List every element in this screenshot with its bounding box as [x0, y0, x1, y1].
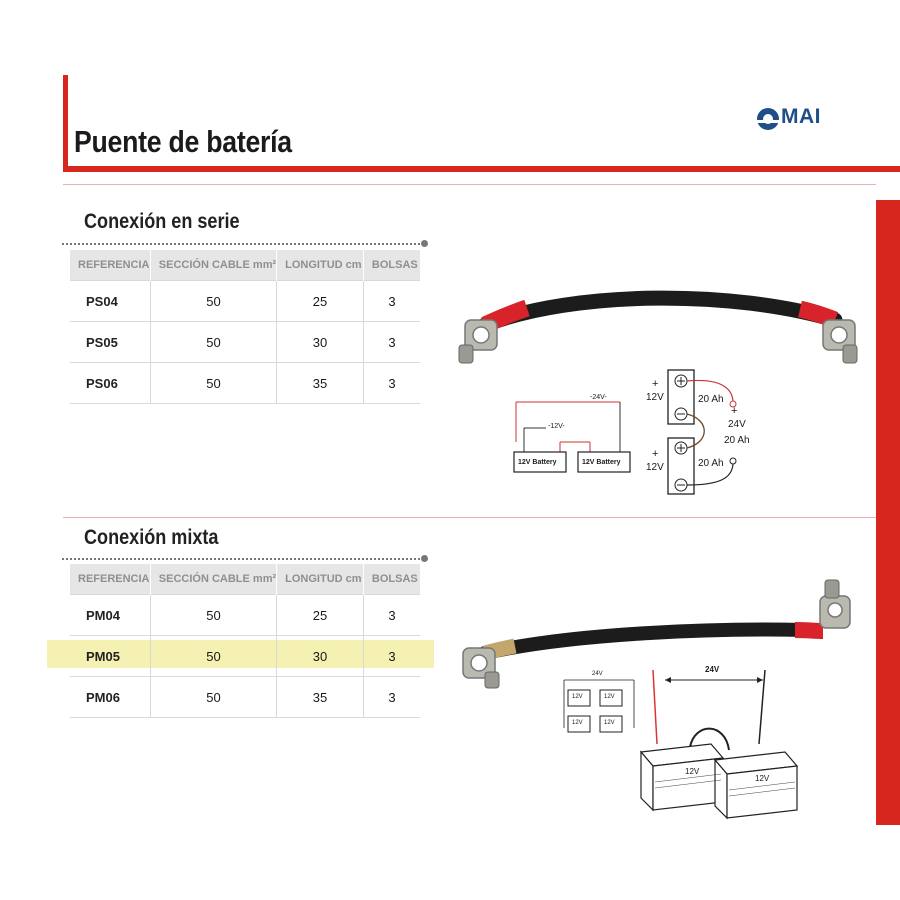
label-12v-bottom: 12V: [646, 462, 664, 473]
table-row: [70, 677, 420, 718]
cell-longitud: 30: [277, 636, 364, 677]
col-header-seccion: SECCIÓN CABLE mm²: [150, 564, 276, 595]
spec-table-serie: [70, 250, 420, 404]
table-row: [70, 595, 420, 636]
mixed-wiring-diagram: [560, 668, 640, 740]
series-wiring-diagram: [510, 392, 635, 484]
terminal-clamp-left: [459, 320, 497, 363]
plus-sign: +: [652, 378, 659, 390]
cell-longitud: 35: [277, 363, 364, 404]
cell-bolsas: 3: [363, 595, 420, 636]
cell-longitud: 25: [277, 595, 364, 636]
plus-sign-bottom: +: [652, 448, 659, 460]
table-row-highlighted: [70, 636, 420, 677]
dotted-rule-end: [421, 240, 428, 247]
label-12v-top: 12V: [646, 392, 664, 403]
col-header-bolsas: BOLSAS: [363, 564, 420, 595]
col-header-longitud: LONGITUD cm: [277, 564, 364, 595]
col-header-referencia: REFERENCIA: [70, 250, 150, 281]
label-12v-battery-right: 12V: [755, 774, 770, 783]
cell-referencia: PS04: [70, 281, 150, 322]
label-12v: -12V-: [548, 423, 565, 430]
terminal-clamp-right: [823, 320, 857, 363]
col-header-bolsas: BOLSAS: [363, 250, 420, 281]
battery-symbol-diagram: [640, 368, 760, 498]
cell-seccion: 50: [150, 636, 276, 677]
plus-sign-right: +: [731, 405, 738, 417]
label-24v-right: 24V: [728, 419, 746, 430]
page-title: Puente de batería: [74, 124, 292, 159]
cell-longitud: 25: [277, 281, 364, 322]
terminal-clamp-right: [820, 580, 850, 628]
col-header-seccion: SECCIÓN CABLE mm²: [150, 250, 276, 281]
cell-referencia: PM05: [70, 636, 150, 677]
label-24v: -24V-: [590, 394, 607, 401]
section-separator-top: [63, 184, 876, 185]
table-header-row: [70, 564, 420, 595]
table-header-row: [70, 250, 420, 281]
label-12v-small: 12V: [572, 720, 583, 726]
label-12v-battery-left: 12V: [685, 767, 700, 776]
section-title-serie: Conexión en serie: [84, 210, 240, 233]
col-header-longitud: LONGITUD cm: [277, 250, 364, 281]
label-20ah-bottom: 20 Ah: [698, 458, 724, 469]
cell-seccion: 50: [150, 595, 276, 636]
right-accent-bar: [876, 200, 900, 825]
dotted-rule: [62, 558, 424, 560]
terminal-clamp-left: [463, 648, 499, 688]
cell-bolsas: 3: [363, 636, 420, 677]
cell-seccion: 50: [150, 281, 276, 322]
cell-seccion: 50: [150, 322, 276, 363]
title-underline: [63, 166, 900, 172]
col-header-referencia: REFERENCIA: [70, 564, 150, 595]
cell-longitud: 35: [277, 677, 364, 718]
dotted-rule-end: [421, 555, 428, 562]
battery-label: 12V Battery: [518, 459, 557, 466]
brand-name: MAI: [781, 105, 821, 128]
cell-referencia: PS05: [70, 322, 150, 363]
label-24v-span: 24V: [705, 665, 720, 674]
section-title-mixta: Conexión mixta: [84, 526, 219, 549]
label-20ah-right: 20 Ah: [724, 435, 750, 446]
battery-label: 12V Battery: [582, 459, 621, 466]
cell-referencia: PS06: [70, 363, 150, 404]
cell-seccion: 50: [150, 677, 276, 718]
dotted-rule: [62, 243, 424, 245]
label-12v-small: 12V: [572, 694, 583, 700]
spec-table-mixta: [70, 564, 420, 718]
cell-bolsas: 3: [363, 677, 420, 718]
cell-bolsas: 3: [363, 322, 420, 363]
label-12v-small: 12V: [604, 720, 615, 726]
table-row: [70, 322, 420, 363]
cell-referencia: PM04: [70, 595, 150, 636]
battery-illustration: [635, 662, 800, 822]
label-24v-small: 24V: [592, 671, 603, 677]
section-separator-middle: [63, 517, 876, 518]
cell-bolsas: 3: [363, 281, 420, 322]
cell-bolsas: 3: [363, 363, 420, 404]
cell-longitud: 30: [277, 322, 364, 363]
cell-seccion: 50: [150, 363, 276, 404]
left-accent-bar: [63, 75, 68, 172]
label-20ah-top: 20 Ah: [698, 394, 724, 405]
battery-cable-image-serie: [455, 280, 865, 375]
cell-referencia: PM06: [70, 677, 150, 718]
table-row: [70, 363, 420, 404]
label-12v-small: 12V: [604, 694, 615, 700]
table-row: [70, 281, 420, 322]
